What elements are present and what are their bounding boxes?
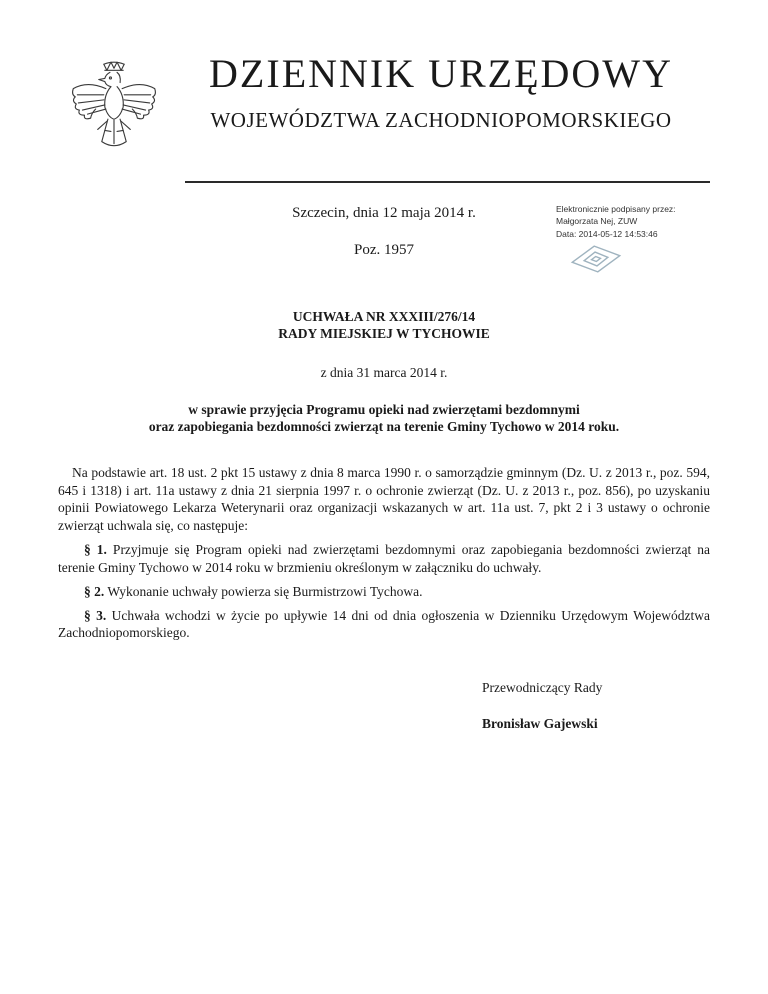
polish-eagle-emblem xyxy=(62,52,172,167)
signer-role: Przewodniczący Rady xyxy=(482,680,603,696)
header-divider xyxy=(185,181,710,183)
signing-footer xyxy=(482,680,768,732)
paragraph-1-label: § 1. xyxy=(84,542,107,558)
paragraph-3 xyxy=(58,607,710,643)
meta-section xyxy=(0,205,768,283)
paragraph-3-text: Uchwała wchodzi w życie po upływie 14 dni od dnia ogłoszenia w Dzienniku Urzędowym Województwa Zachodniopomorskiego. xyxy=(58,607,711,641)
signature-line-3: Data: 2014-05-12 14:53:46 xyxy=(556,228,658,239)
eagle-icon xyxy=(62,52,166,162)
electronic-signature xyxy=(556,203,716,277)
legal-basis-paragraph: Na podstawie art. 18 ust. 2 pkt 15 ustawy z dnia 8 marca 1990 r. o samorządzie gminnym (Dz. U. z 2013 r., poz. 594, 645 i 1318) i art. 11a ustawy z dnia 21 sierpnia 1997 r. o ochronie zwierząt (Dz. U. z 2013 r., poz. 856), po uzyskaniu opinii Powiatowego Lekarza Weterynarii oraz organizacji wskazanych w art. 11a ust. 7, pkt 2 i 3 ustawy o ochronie zwierząt uchwala się, co następuje: xyxy=(58,464,710,534)
signature-stamp-icon xyxy=(568,240,624,277)
paragraph-2-label: § 2. xyxy=(84,583,105,599)
signature-line-1: Elektronicznie podpisany przez: xyxy=(556,204,676,214)
place-date: Szczecin, dnia 12 maja 2014 r. xyxy=(292,205,476,221)
signer-name: Bronisław Gajewski xyxy=(482,716,598,732)
paragraph-1 xyxy=(58,541,710,577)
journal-header-text xyxy=(172,52,710,131)
paragraph-2 xyxy=(58,583,710,601)
document-body xyxy=(58,464,710,642)
resolution-council: RADY MIEJSKIEJ W TYCHOWIE xyxy=(278,325,490,341)
position-number: Poz. 1957 xyxy=(354,242,414,258)
paragraph-1-text: Przyjmuje się Program opieki nad zwierzętami bezdomnymi oraz zapobiegania bezdomności zwierząt na terenie Gminy Tychowo w 2014 roku w brzmieniu określonym w załączniku do uchwały. xyxy=(58,542,710,575)
signature-line-2: Małgorzata Nej, ZUW xyxy=(556,216,638,227)
resolution-number: UCHWAŁA NR XXXIII/276/14 xyxy=(292,309,476,324)
paragraph-3-label: § 3. xyxy=(84,607,107,623)
subject-line-2: oraz zapobiegania bezdomności zwierząt na terenie Gminy Tychowo w 2014 roku. xyxy=(148,419,620,435)
journal-title: DZIENNIK URZĘDOWY xyxy=(209,51,673,96)
subject-line-1: w sprawie przyjęcia Programu opieki nad zwierzętami bezdomnymi xyxy=(188,401,580,417)
resolution-date: z dnia 31 marca 2014 r. xyxy=(320,364,448,380)
journal-subtitle: WOJEWÓDZTWA ZACHODNIOPOMORSKIEGO xyxy=(210,108,672,132)
resolution-title xyxy=(0,309,768,343)
journal-header xyxy=(0,0,768,167)
paragraph-2-text: Wykonanie uchwały powierza się Burmistrzowi Tychowa. xyxy=(104,583,423,599)
resolution-subject xyxy=(0,401,768,436)
